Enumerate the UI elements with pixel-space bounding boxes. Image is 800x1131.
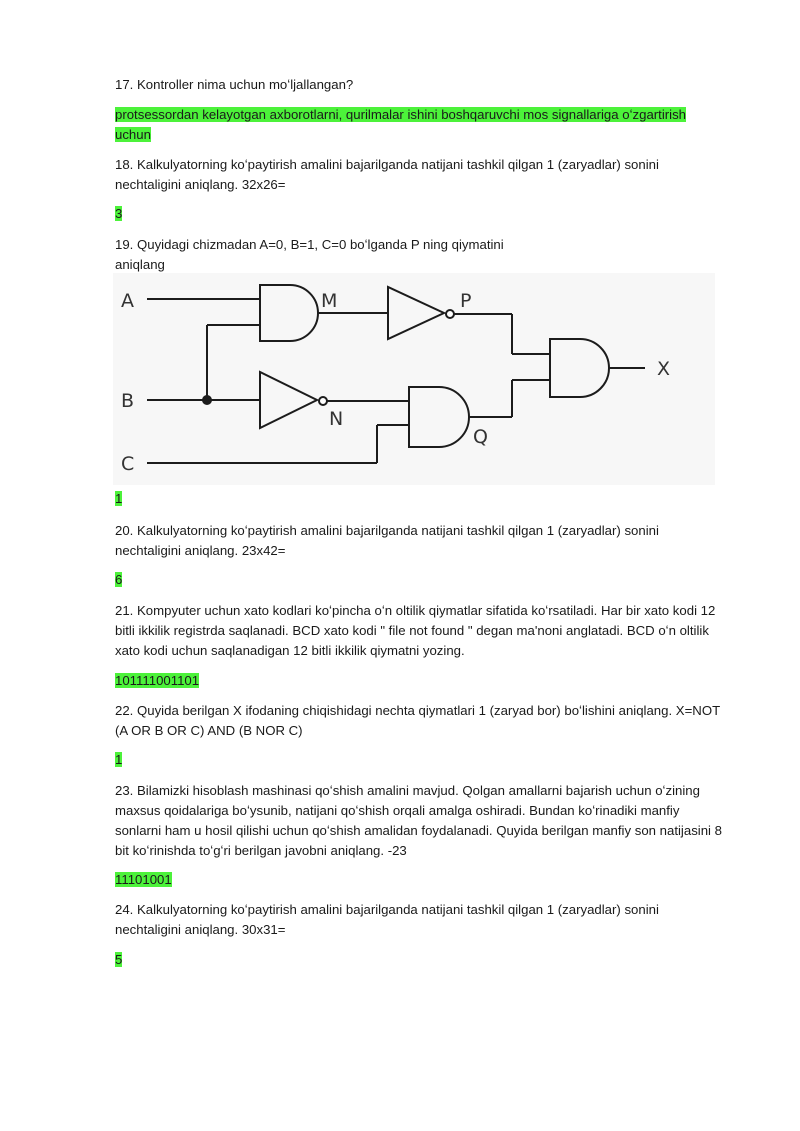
label-m: M (321, 290, 338, 312)
label-q: Q (473, 426, 488, 448)
question-21-line1: 21. Kompyuter uchun xato kodlari koʻpincha oʻn oltilik qiymatlar sifatida koʻrsatiladi. Har bir xato kodi 12 (115, 603, 716, 618)
question-22-line2: (A OR B OR C) AND (B NOR C) (115, 723, 303, 738)
question-17: 17. Kontroller nima uchun moʻljallangan? (115, 77, 354, 92)
question-23 (115, 781, 740, 861)
not-bubble-p (446, 310, 454, 318)
answer-18-value: 3 (115, 206, 123, 221)
answer-23-value: 11101001 (115, 872, 172, 887)
question-18-line1: 18. Kalkulyatorning koʻpaytirish amalini bajarilganda natijani tashkil qilgan 1 (zaryadlar) sonini (115, 157, 659, 172)
question-21-line3: xato kodi uchun saqlanadigan 12 bitli ikkilik qiymatni yozing. (115, 643, 465, 658)
question-20 (115, 521, 740, 561)
not-bubble-n (319, 397, 327, 405)
diagram-background (113, 273, 715, 485)
answer-19 (115, 489, 122, 509)
answer-23 (115, 870, 172, 890)
label-a: A (121, 290, 134, 312)
answer-24-value: 5 (115, 952, 123, 967)
question-18 (115, 155, 740, 195)
label-p: P (460, 290, 472, 312)
junction-dot (202, 395, 212, 405)
label-x: X (657, 358, 671, 380)
label-n: N (329, 408, 344, 430)
answer-17 (115, 105, 686, 145)
question-19-line1: 19. Quyidagi chizmadan A=0, B=1, C=0 boʻlganda P ning qiymatini (115, 237, 504, 252)
question-20-line2: nechtaligini aniqlang. 23x42= (115, 543, 286, 558)
answer-20-value: 6 (115, 572, 123, 587)
answer-19-value: 1 (115, 491, 123, 506)
answer-21-value: 101111001101 (115, 673, 200, 688)
question-23-line2: maxsus qoidalariga boʻysunib, natijani qoʻshish orqali amalga oshiradi. Bundan koʻrinadiki manfiy (115, 803, 680, 818)
question-19 (115, 235, 740, 275)
label-c: C (121, 453, 135, 475)
logic-gate-diagram (113, 273, 715, 485)
question-18-line2: nechtaligini aniqlang. 32x26= (115, 177, 286, 192)
question-23-line1: 23. Bilamizki hisoblash mashinasi qoʻshish amalini mavjud. Qolgan amallarni bajarish uchun oʻzining (115, 783, 700, 798)
question-24-line1: 24. Kalkulyatorning koʻpaytirish amalini bajarilganda natijani tashkil qilgan 1 (zaryadlar) sonini (115, 902, 659, 917)
answer-21 (115, 671, 199, 691)
answer-17-line2: uchun (115, 127, 151, 142)
question-24 (115, 900, 740, 940)
answer-17-line1: protsessordan kelayotgan axborotlarni, qurilmalar ishini boshqaruvchi mos signallariga oʻzgartirish (115, 107, 687, 122)
answer-22 (115, 750, 122, 770)
question-21-line2: bitli ikkilik registrda saqlanadi. BCD xato kodi " file not found " degan ma'noni anglatadi. BCD oʻn oltilik (115, 623, 709, 638)
question-22-line1: 22. Quyida berilgan X ifodaning chiqishidagi nechta qiymatlari 1 (zaryad bor) boʻlishini aniqlang. X=NOT (115, 703, 721, 718)
question-21 (115, 601, 740, 661)
label-b: B (121, 390, 135, 412)
answer-22-value: 1 (115, 752, 123, 767)
answer-20 (115, 570, 122, 590)
question-19-line2: aniqlang (115, 257, 165, 272)
question-23-line3: sonlarni ham u hosil qilishi uchun qoʻshish amalidan foydalanadi. Quyida berilgan manfiy son natijasini 8 (115, 823, 722, 838)
question-22 (115, 701, 740, 741)
question-23-line4: bit koʻrinishda toʻgʻri berilgan javobni aniqlang. -23 (115, 843, 407, 858)
question-20-line1: 20. Kalkulyatorning koʻpaytirish amalini bajarilganda natijani tashkil qilgan 1 (zaryadlar) sonini (115, 523, 659, 538)
question-24-line2: nechtaligini aniqlang. 30x31= (115, 922, 286, 937)
answer-18 (115, 204, 122, 224)
answer-24 (115, 950, 122, 970)
